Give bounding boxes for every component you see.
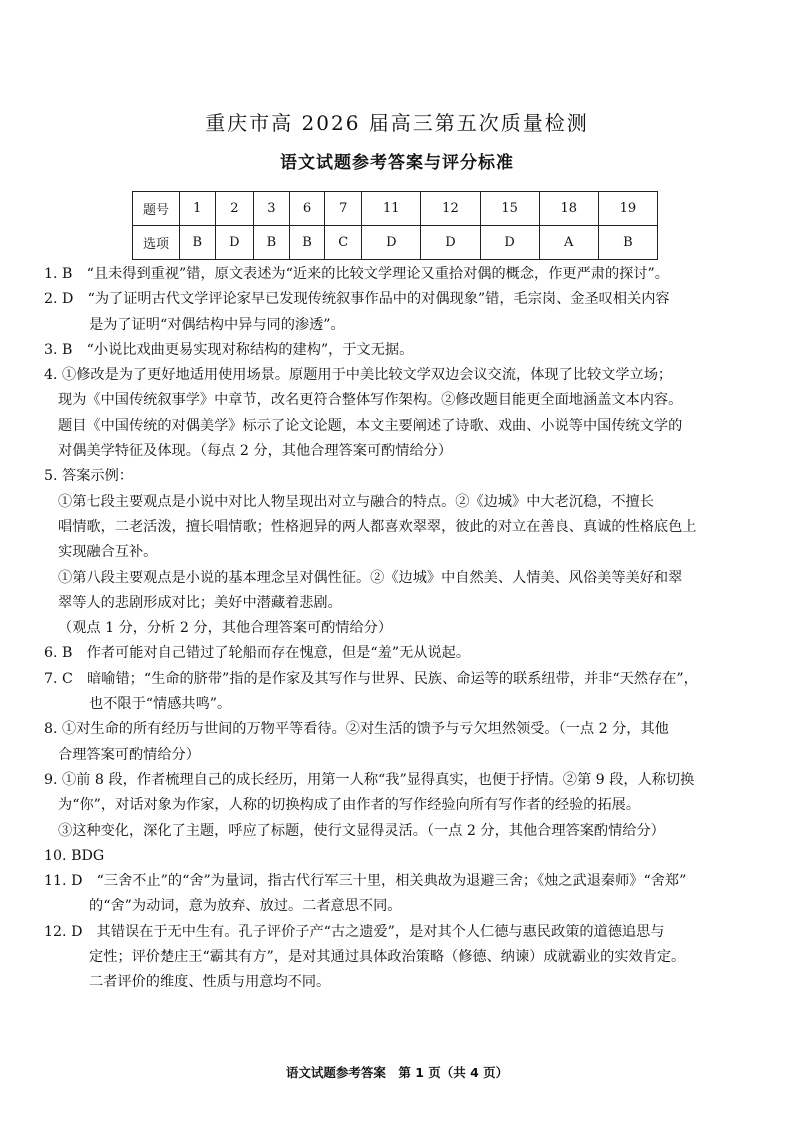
answer-item-5-cont: 实现融合互补。 — [58, 544, 158, 561]
table-cell: D — [480, 226, 539, 260]
table-cell: 19 — [598, 192, 657, 226]
answer-item-9: 9. ①前 8 段，作者梳理自己的成长经历，用第一人称“我”显得真实，也便于抒情。②第 9 段，人称切换 — [44, 771, 695, 788]
answer-item-9-cont: 为“你”，对话对象为作家，人称的切换构成了由作者的写作经验向所有写作者的经验的拓展。 — [58, 797, 641, 814]
table-cell: 3 — [254, 192, 290, 226]
answer-item-11-cont: 的“舍”为动词，意为放弃、放过。二者意思不同。 — [89, 898, 402, 915]
question-number-row — [133, 192, 658, 226]
answer-item-5-cont: （观点 1 分，分析 2 分，其他合理答案可酌情给分） — [58, 620, 393, 637]
answer-item-5-cont: 唱情歌，二老活泼，擅长唱情歌；性格迥异的两人都喜欢翠翠，彼此的对立在善良、真诚的性格底色上 — [58, 518, 697, 535]
answer-item-6: 6. B 作者可能对自己错过了轮船而存在愧意，但是“羞”无从说起。 — [44, 645, 471, 662]
answer-item-1: 1. B “且未得到重视”错，原文表述为“近来的比较文学理论又重拾对偶的概念，作更严肃的探讨”。 — [44, 266, 669, 282]
table-cell: A — [539, 226, 598, 260]
table-cell: B — [180, 226, 216, 260]
answer-item-8: 8. ①对生命的所有经历与世间的万物平等看待。②对生活的馈予与亏欠坦然领受。（一点 2 分，其他 — [44, 721, 669, 738]
table-cell: B — [598, 226, 657, 260]
answer-item-5-cont: ①第八段主要观点是小说的基本理念呈对偶性征。②《边城》中自然美、人情美、风俗美等美好和翠 — [58, 569, 683, 586]
answer-item-5: 5. 答案示例： — [44, 468, 133, 485]
table-cell: C — [325, 226, 362, 260]
answer-table — [132, 191, 658, 260]
row-label: 题号 — [133, 192, 180, 226]
answer-item-8-cont: 合理答案可酌情给分） — [58, 746, 200, 763]
option-row — [133, 226, 658, 260]
answer-item-2: 2. D “为了证明古代文学评论家早已发现传统叙事作品中的对偶现象”错，毛宗岗、金圣叹相关内容 — [44, 291, 670, 308]
answer-item-9-cont: ③这种变化，深化了主题，呼应了标题，使行文显得灵活。（一点 2 分，其他合理答案酌情给分） — [58, 822, 665, 839]
table-cell: B — [289, 226, 325, 260]
answer-content — [44, 262, 760, 996]
table-cell: D — [215, 226, 254, 260]
answer-item-5-cont: 翠等人的悲剧形成对比；美好中潜藏着悲剧。 — [58, 594, 342, 611]
answer-item-2-cont: 是为了证明“对偶结构中异与同的渗透”。 — [89, 316, 345, 333]
table-cell: 15 — [480, 192, 539, 226]
table-cell: 7 — [325, 192, 362, 226]
table-cell: 1 — [180, 192, 216, 226]
table-cell: D — [362, 226, 421, 260]
answer-item-3: 3. B “小说比戏曲更易实现对称结构的建构”，于文无据。 — [44, 341, 414, 358]
table-cell: 18 — [539, 192, 598, 226]
answer-item-5-cont: ①第七段主要观点是小说中对比人物呈现出对立与融合的特点。②《边城》中大老沉稳，不擅长 — [58, 493, 654, 510]
table-cell: 2 — [215, 192, 254, 226]
page-title: 重庆市高 2026 届高三第五次质量检测 — [205, 111, 589, 135]
answer-item-4-cont: 对偶美学特征及体现。（每点 2 分，其他合理答案可酌情给分） — [58, 443, 453, 460]
row-label: 选项 — [133, 226, 180, 260]
table-cell: B — [254, 226, 290, 260]
answer-item-4: 4. ①修改是为了更好地适用使用场景。原题用于中美比较文学双边会议交流，体现了比较文学立场； — [44, 367, 673, 384]
table-cell: 11 — [362, 192, 421, 226]
answer-item-12-cont: 二者评价的维度、性质与用意均不同。 — [89, 974, 331, 991]
answer-item-4-cont: 现为《中国传统叙事学》中章节，改名更符合整体写作架构。②修改题目能更全面地涵盖文本内容。 — [58, 392, 683, 409]
page-footer: 语文试题参考答案 第 1 页（共 4 页） — [285, 1065, 509, 1080]
answer-item-7-cont: 也不限于“情感共鸣”。 — [89, 696, 232, 713]
answer-item-12: 12. D 其错误在于无中生有。孔子评价子产“古之遗爱”，是对其个人仁德与惠民政策的道德追思与 — [44, 923, 665, 940]
answer-item-10: 10. BDG — [44, 847, 105, 864]
answer-item-11: 11. D “三舍不止”的“舍”为量词，指古代行军三十里，相关典故为退避三舍；《烛之武退秦师》“舍郑” — [44, 873, 687, 890]
answer-item-12-cont: 定性；评价楚庄王“霸其有方”，是对其通过具体政治策略（修德、纳谏）成就霸业的实效肯定。 — [89, 949, 686, 966]
table-cell: 12 — [421, 192, 480, 226]
answer-item-4-cont: 题目《中国传统的对偶美学》标示了论文论题，本文主要阐述了诗歌、戏曲、小说等中国传统文学的 — [58, 417, 683, 434]
table-cell: D — [421, 226, 480, 260]
table-cell: 6 — [289, 192, 325, 226]
answer-item-7: 7. C 暗喻错；“生命的脐带”指的是作家及其写作与世界、民族、命运等的联系纽带，并非“天然存在”， — [44, 670, 698, 687]
page-subtitle: 语文试题参考答案与评分标准 — [280, 153, 514, 173]
